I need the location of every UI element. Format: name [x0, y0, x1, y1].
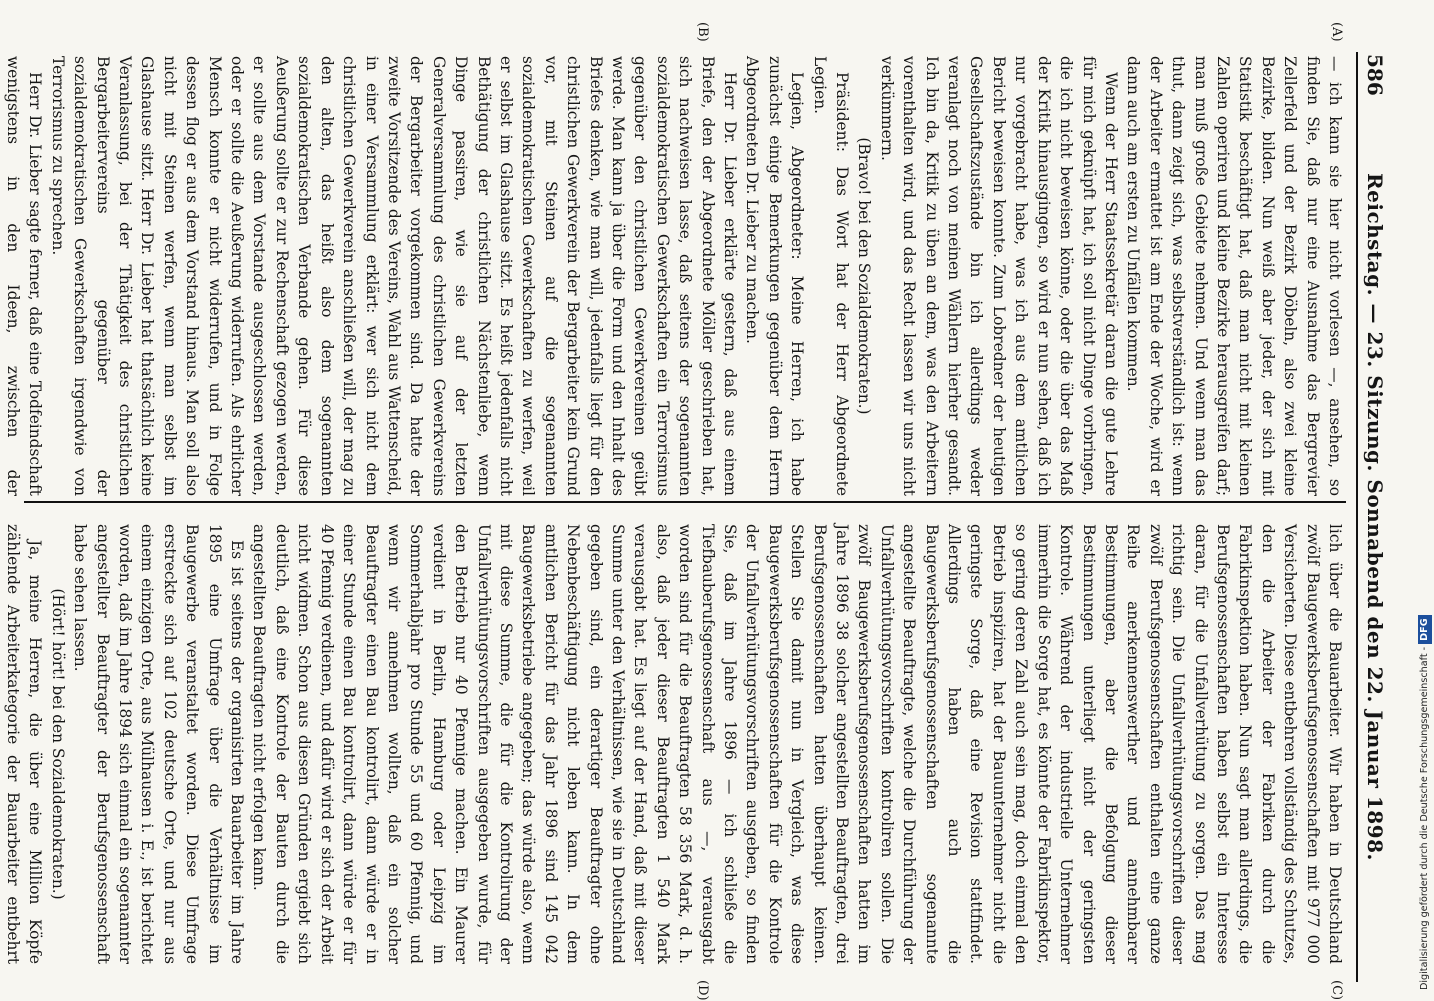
credit-text: Digitalisierung gefördert durch die Deutsche Forschungsgemeinschaft - [1419, 646, 1430, 990]
interjection: (Bravo! bei den Sozialdemokraten.) [855, 137, 874, 415]
paragraph: Herr Dr. Lieber erklärte gestern, daß aus einem Briefe, den der Abgeordnete Möller geschrieben hat, sich nachweisen lasse, daß seitens der sogenannten sozialdemokratischen Gewerkschaften ein Terrorismus gegenüber den christlichen Gewerkvereinen geübt werde. Man kann ja über die Form und den Inhalt des Briefes denken, wie man will, jedenfalls liegt für den christlichen Gewerkverein der Bergarbeiter kein Grund vor, mit Steinen auf die sogenannten sozialdemokratischen Gewerkschaften zu werfen, weil er selbst im Glashause sitzt. Es heißt jedenfalls nicht Bethätigung der christlichen Nächstenliebe, wenn Dinge passiren, wie sie auf der letzten Generalversammlung des christlichen Gewerkvereins der Bergarbeiter vorgekommen sind. Da hatte der zweite Vorsitzende des Vereins, Wahl aus Wattenscheid, in einer Versammlung erklärt: wer sich nicht dem christlichen Gewerkverein anschließen will, der mag zu den alten, das heißt also dem sogenannten sozialdemokratischen Verbande gehen. Für diese Aeußerung sollte er zur Rechenschaft gezogen werden, er sollte aus dem Vorstande ausgeschlossen werden, oder er sollte die Aeußerung widerrufen. Als ehrlicher Mensch konnte er nicht widerrufen, und in Folge dessen flog er aus dem Vorstand hinaus. Man soll also nicht mit Steinen werfen, wenn man selbst im Glashause sitzt. Herr Dr. Lieber hat thatsächlich keine Veranlassung, bei der Thätigkeit des christlichen Bergarbeitervereins gegenüber der sozialdemokratischen Gewerkschaften irgendwie von Terrorismus zu sprechen. [48, 56, 740, 496]
margin-marker-b: (B) [695, 22, 710, 42]
margin-marker-c: (C) [1329, 980, 1344, 1001]
paragraph: lich über die Bauarbeiter. Wir haben in Deutschland zwölf Baugewerksberufsgenossenschaften mit 977 000 Versicherten. Diese entbehren vollständig des Schutzes, den die Arbeiter der Fabriken durch die Fabrikinspektion haben. Nun sagt man allerdings, die Berufsgenossenschaften haben selbst ein Interesse daran, für die Unfallverhütung zu sorgen. Das mag richtig sein. Die Unfallverhütungsvorschriften dieser zwölf Berufsgenossenschaften enthalten eine ganze Reihe anerkennenswerther und annehmbarer Bestimmungen, aber die Befolgung dieser Bestimmungen unterliegt nicht der geringsten Kontrole. Während der industrielle Unternehmer immerhin die Sorge hat, es könnte der Fabrikinspektor, so gering deren Zahl auch sein mag, doch einmal den Betrieb inspiziren, hat der Bauunternehmer nicht die geringste Sorge, daß eine Revision stattfindet. Allerdings haben auch die Baugewerksberufsgenossenschaften sogenannte angestellte Beauftragte, welche die Durchführung der Unfallverhütungsvorschriften kontroliren sollen. Die zwölf Baugewerksberufsgenossenschaften hatten im Jahre 1896 38 solcher angestellten Beauftragten, drei Berufsgenossenschaften hatten überhaupt keinen. Stellen Sie damit nun in Vergleich, was diese Baugewerksberufsgenossenschaften für die Kontrole der Unfallverhütungsvorschriften ausgeben, so finden Sie, daß im Jahre 1896 — ich schließe die Tiefbauberufsgenossenschaft aus —, verausgabt worden sind für die Beauftragten 58 356 Mark, d. h. also, daß jeder dieser Beauftragten 1 540 Mark verausgabt hat. Es liegt auf der Hand, daß mit dieser Summe unter den Verhältnissen, wie sie in Deutschland gegeben sind, ein derartiger Beauftragter ohne Nebenbeschäftigung nicht leben kann. In dem amtlichen Bericht für das Jahr 1896 sind 145 042 Baugewerksbetriebe angegeben; das würde also, wenn mit diese Summe, die für die Kontrolirung der Unfallverhütungsvorschriften ausgegeben wurde, für den Betrieb nur 40 Pfennige machen. Ein Maurer verdient in Berlin, Hamburg oder Leipzig im Sommerhalbjahr pro Stunde 55 und 60 Pfennig, und wenn wir annehmen wollten, daß ein solcher Beauftragter einen Bau kontrolirt, dann würde er in einer Stunde einen Bau kontrolirt, dann würde er für 40 Pfennig verdienen, und dafür wird er sich der Arbeit nicht widmen. Schon aus diesen Gründen ergiebt sich deutlich, daß eine Kontrole der Bauten durch die angestellten Beauftragten nicht erfolgen kann. [250, 524, 1344, 965]
paragraph: Ja, meine Herren, die über eine Million Köpfe zählende Arbeiterkategorie der Bauarbeiter entbehrt [4, 524, 45, 964]
text-column-left [4, 56, 1346, 496]
margin-marker-a: (A) [1329, 22, 1344, 42]
paragraph: — ich kann sie hier nicht vorlesen —, ansehen, so finden Sie, daß nur eine Ausnahme das Bergrevier Zellerfeld und der Bezirk Döbeln, also zwei kleine Bezirke, bilden. Nun weiß aber jeder, der sich mit Statistik beschäftigt hat, daß man nicht mit kleinen Zahlen operiren und kleine Bezirke herausgreifen darf; man muß große Gebiete nehmen. Und wenn man das thut, dann zeigt sich, was selbstverständlich ist: wenn der Arbeiter ermattet ist am Ende der Woche, wird er dann auch am ersten zu Unfällen kommen. [1124, 56, 1344, 496]
page-header [1356, 52, 1394, 982]
interjection: (Hört! hört! bei den Sozialdemokraten.) [48, 588, 67, 900]
digitization-credit [1418, 10, 1432, 990]
text-column-right [4, 524, 1346, 965]
paragraph: Wenn der Herr Staatssekretär daran die gute Lehre für mich geknüpft hat, ich soll nicht Dinge vorbringen, die ich nicht beweisen könne, oder die über das Maß der Kritik hinausgingen, so wird er nun sehen, daß ich nur vorgebracht habe, was ich aus dem amtlichen Bericht beweisen konnte. Zum Lobredner der heutigen Gesellschaftszustände bin ich allerdings weder veranlagt noch von meinen Wählern hierher gesandt. Ich bin da, Kritik zu üben an dem, was den Arbeitern vorenthalten wird, und das Recht lassen wir uns nicht verkümmern. [877, 56, 1120, 496]
page-title: Reichstag. — 23. Sitzung. Sonnabend den 22. Januar 1898. [1363, 173, 1387, 861]
margin-marker-d: (D) [695, 980, 710, 1001]
paragraph: Herr Dr. Lieber sagte ferner, daß eine Todfeindschaft wenigstens in den Ideen, zwischen der [4, 56, 45, 496]
paragraph: Es ist seitens der organisirten Bauarbeiter im Jahre 1895 eine Umfrage über die Verhältnisse im Baugewerbe veranstaltet worden. Diese Umfrage erstreckte sich auf 102 deutsche Orte, und nur aus einem einzigen Orte, aus Mülhausen i. E., ist berichtet worden, daß im Jahre 1894 sich einmal ein sogenannter angestellter Beauftragter der Berufsgenossenschaft habe sehen lassen. [71, 524, 247, 964]
paragraph: Präsident: Das Wort hat der Herr Abgeordnete Legien. [810, 56, 852, 496]
dfg-logo: DFG [1418, 615, 1432, 643]
column-divider [24, 501, 1346, 503]
page-number: 586 [1363, 54, 1387, 96]
paragraph: Legien, Abgeordneter: Meine Herren, ich habe zunächst einige Bemerkungen gegenüber dem Herrn Abgeordneten Dr. Lieber zu machen. [743, 56, 807, 496]
credit-line [1418, 10, 1432, 990]
